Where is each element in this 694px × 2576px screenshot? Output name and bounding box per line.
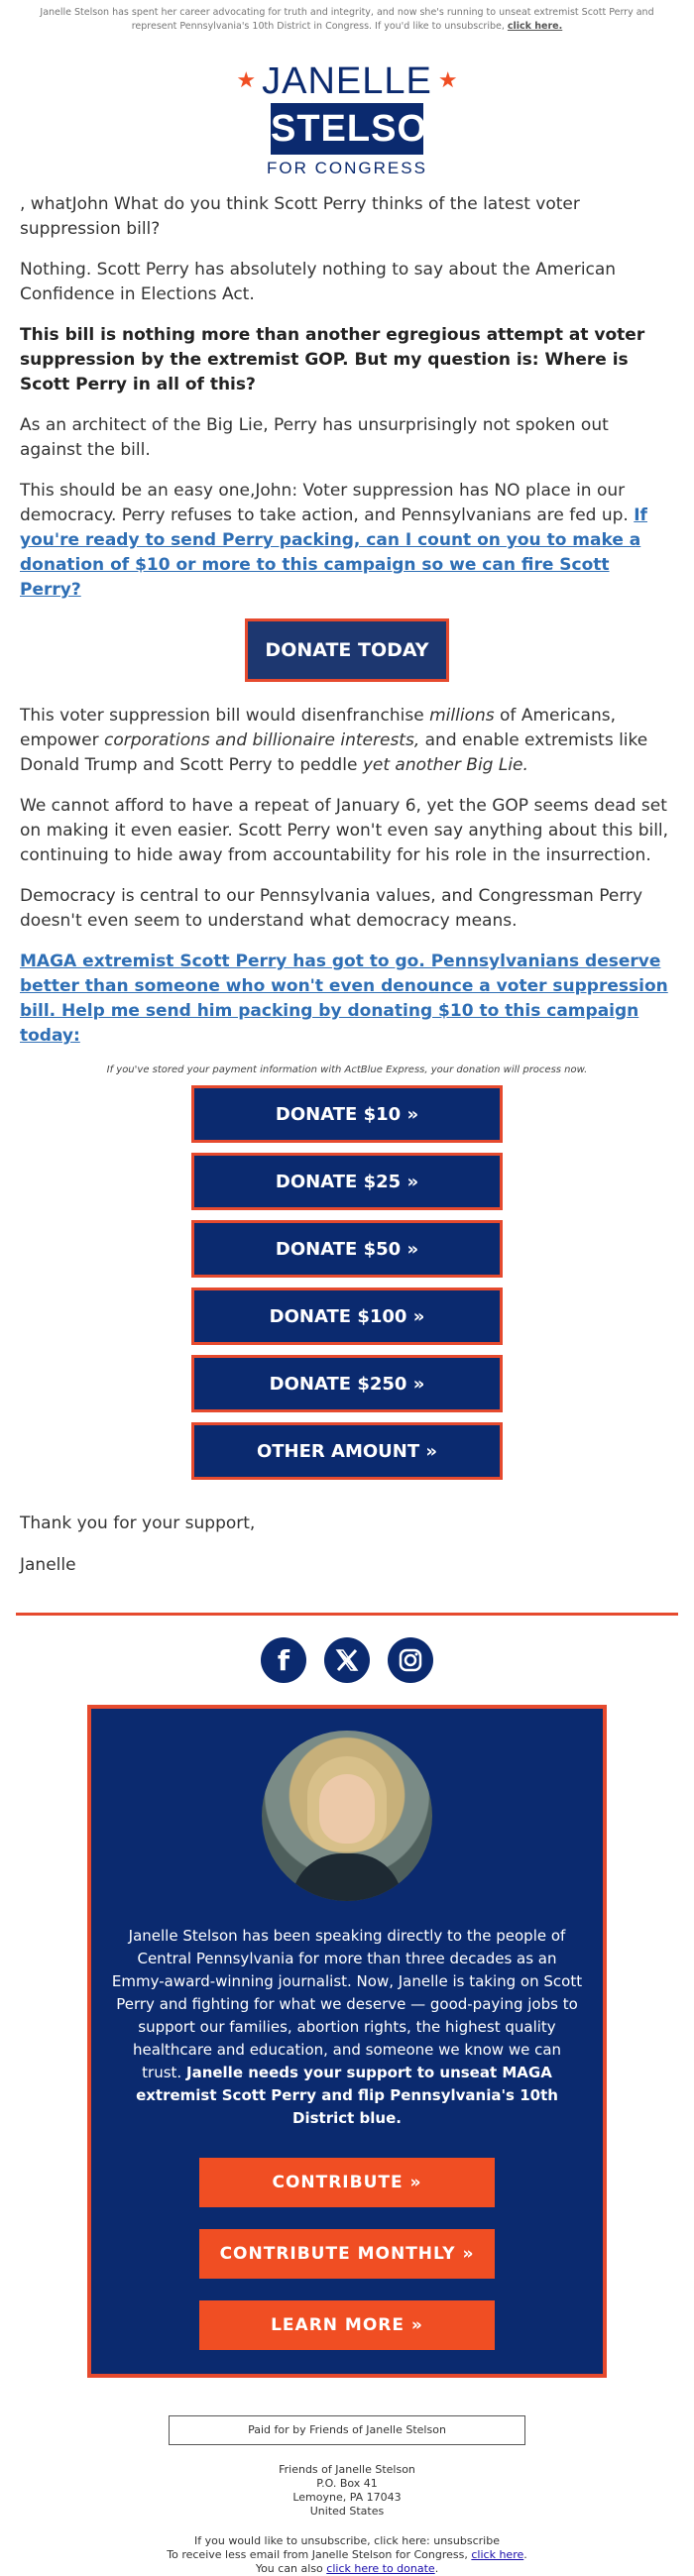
- bio-text: Janelle Stelson has been speaking directly to the people of Central Pennsylvania for more than three decades as an Emmy-award-winning journalist. Now, Janelle is taking on Scott Perry and fighting for what we deserve — good-paying jobs to support our families, abortion rights, the highest quality healthcare and education, and someone we know we can trust.: [111, 1927, 583, 2081]
- paragraph-6-text: and enable extremists like Donald Trump and Scott Perry to peddle: [20, 730, 648, 775]
- preheader-unsubscribe-link[interactable]: click here.: [507, 21, 563, 32]
- email-body: [0, 192, 694, 1049]
- donate-footer-line: You can also click here to donate.: [255, 2562, 439, 2575]
- x-twitter-icon[interactable]: [324, 1637, 370, 1683]
- signoff-name: Janelle: [20, 1555, 76, 1575]
- instagram-icon[interactable]: [388, 1637, 433, 1683]
- logo-first-name: JANELLE: [262, 60, 432, 102]
- less-email-link[interactable]: click here: [471, 2548, 524, 2561]
- logo-last-name: STELSON: [271, 103, 423, 155]
- paragraph-2: Nothing. Scott Perry has absolutely nothing to say about the American Confidence in Elections Act.: [20, 260, 617, 304]
- footer-divider: [16, 1613, 678, 1616]
- paid-for-disclaimer: Paid for by Friends of Janelle Stelson: [169, 2415, 525, 2445]
- paragraph-6: [20, 704, 674, 778]
- unsubscribe-line[interactable]: If you would like to unsubscribe, click here: unsubscribe: [194, 2534, 500, 2547]
- star-icon: ★: [437, 68, 458, 93]
- contribute-button[interactable]: CONTRIBUTE »: [199, 2158, 495, 2207]
- paragraph-1: , whatJohn What do you think Scott Perry thinks of the latest voter suppression bill?: [20, 194, 580, 239]
- bio-buttons: [111, 2158, 583, 2350]
- signoff-thanks: Thank you for your support,: [20, 1513, 256, 1533]
- candidate-bio: [111, 1925, 583, 2130]
- address-line: Friends of Janelle Stelson: [279, 2463, 415, 2476]
- signoff: [0, 1513, 694, 1575]
- less-email-line: To receive less email from Janelle Stelson for Congress, click here.: [167, 2548, 527, 2561]
- candidate-avatar: [262, 1731, 432, 1901]
- paragraph-7: We cannot afford to have a repeat of January 6, yet the GOP seems dead set on making it even easier. Scott Perry won't even say anything about this bill, continuing to hide away from accountability for his role in the insurrection.: [20, 796, 669, 865]
- preheader: [0, 0, 694, 34]
- facebook-icon[interactable]: [261, 1637, 306, 1683]
- address-line: United States: [309, 2505, 385, 2518]
- campaign-logo[interactable]: [0, 61, 694, 178]
- preheader-text: Janelle Stelson has spent her career advocating for truth and integrity, and now she's running to unseat extremist Scott Perry and represent Pennsylvania's 10th District in Congress. If you'd like to unsubscribe,: [40, 7, 654, 32]
- paragraph-4: As an architect of the Big Lie, Perry has unsurprisingly not spoken out against the bill.: [20, 415, 609, 460]
- donate-10-ask-link[interactable]: MAGA extremist Scott Perry has got to go. Pennsylvanians deserve better than someone who won't even denounce a voter suppression bill. Help me send him packing by donating $10 to this campaign today:: [20, 952, 668, 1046]
- address-line: Lemoyne, PA 17043: [292, 2491, 402, 2504]
- social-links: [0, 1637, 694, 1683]
- logo-subtitle: FOR CONGRESS: [267, 159, 427, 177]
- paragraph-3: This bill is nothing more than another egregious attempt at voter suppression by the extremist GOP. But my question is: Where is Scott Perry in all of this?: [20, 325, 645, 394]
- donate-footer-link[interactable]: click here to donate: [326, 2562, 435, 2575]
- paragraph-6-text: of Americans, empower: [20, 706, 616, 750]
- address-line: P.O. Box 41: [316, 2477, 378, 2490]
- donate-other-amount-button[interactable]: OTHER AMOUNT »: [191, 1422, 503, 1480]
- emphasis-millions: millions: [429, 706, 495, 726]
- actblue-express-note: If you've stored your payment information with ActBlue Express, your donation will process now.: [106, 1064, 588, 1075]
- donate-100-button[interactable]: DONATE $100 »: [191, 1288, 503, 1345]
- emphasis-corporations: corporations and billionaire interests,: [103, 730, 420, 750]
- contribute-monthly-button[interactable]: CONTRIBUTE MONTHLY »: [199, 2229, 495, 2279]
- paragraph-6-text: This voter suppression bill would disenfranchise: [20, 706, 430, 726]
- learn-more-button[interactable]: LEARN MORE »: [199, 2300, 495, 2350]
- donate-25-button[interactable]: DONATE $25 »: [191, 1153, 503, 1210]
- star-icon: ★: [236, 68, 257, 93]
- mailing-address: [0, 2463, 694, 2519]
- emphasis-big-lie: yet another Big Lie.: [362, 755, 528, 775]
- donate-250-button[interactable]: DONATE $250 »: [191, 1355, 503, 1412]
- less-email-text: To receive less email from Janelle Stelson for Congress,: [167, 2548, 472, 2561]
- paragraph-9: [20, 950, 674, 1049]
- paragraph-5: [20, 479, 674, 603]
- donate-50-button[interactable]: DONATE $50 »: [191, 1220, 503, 1278]
- donate-today-button[interactable]: DONATE TODAY: [245, 618, 449, 682]
- donate-footer-text: You can also: [255, 2562, 327, 2575]
- svg-text:f: f: [277, 1644, 290, 1677]
- candidate-bio-card: [87, 1705, 607, 2378]
- paragraph-8: Democracy is central to our Pennsylvania values, and Congressman Perry doesn't even seem to understand what democracy means.: [20, 886, 643, 931]
- paragraph-5-text: This should be an easy one,John: Voter suppression has NO place in our democracy. Perry refuses to take action, and Pennsylvanians are fed up.: [20, 481, 635, 525]
- bio-bold-text: Janelle needs your support to unseat MAGA extremist Scott Perry and flip Pennsylvania's 10th District blue.: [136, 2064, 558, 2127]
- donate-button-list: [0, 1085, 694, 1480]
- unsubscribe-section: [0, 2534, 694, 2576]
- donate-10-button[interactable]: DONATE $10 »: [191, 1085, 503, 1143]
- donation-ask-link[interactable]: If you're ready to send Perry packing, can I count on you to make a donation of $10 or more to this campaign so we can fire Scott Perry?: [20, 505, 647, 600]
